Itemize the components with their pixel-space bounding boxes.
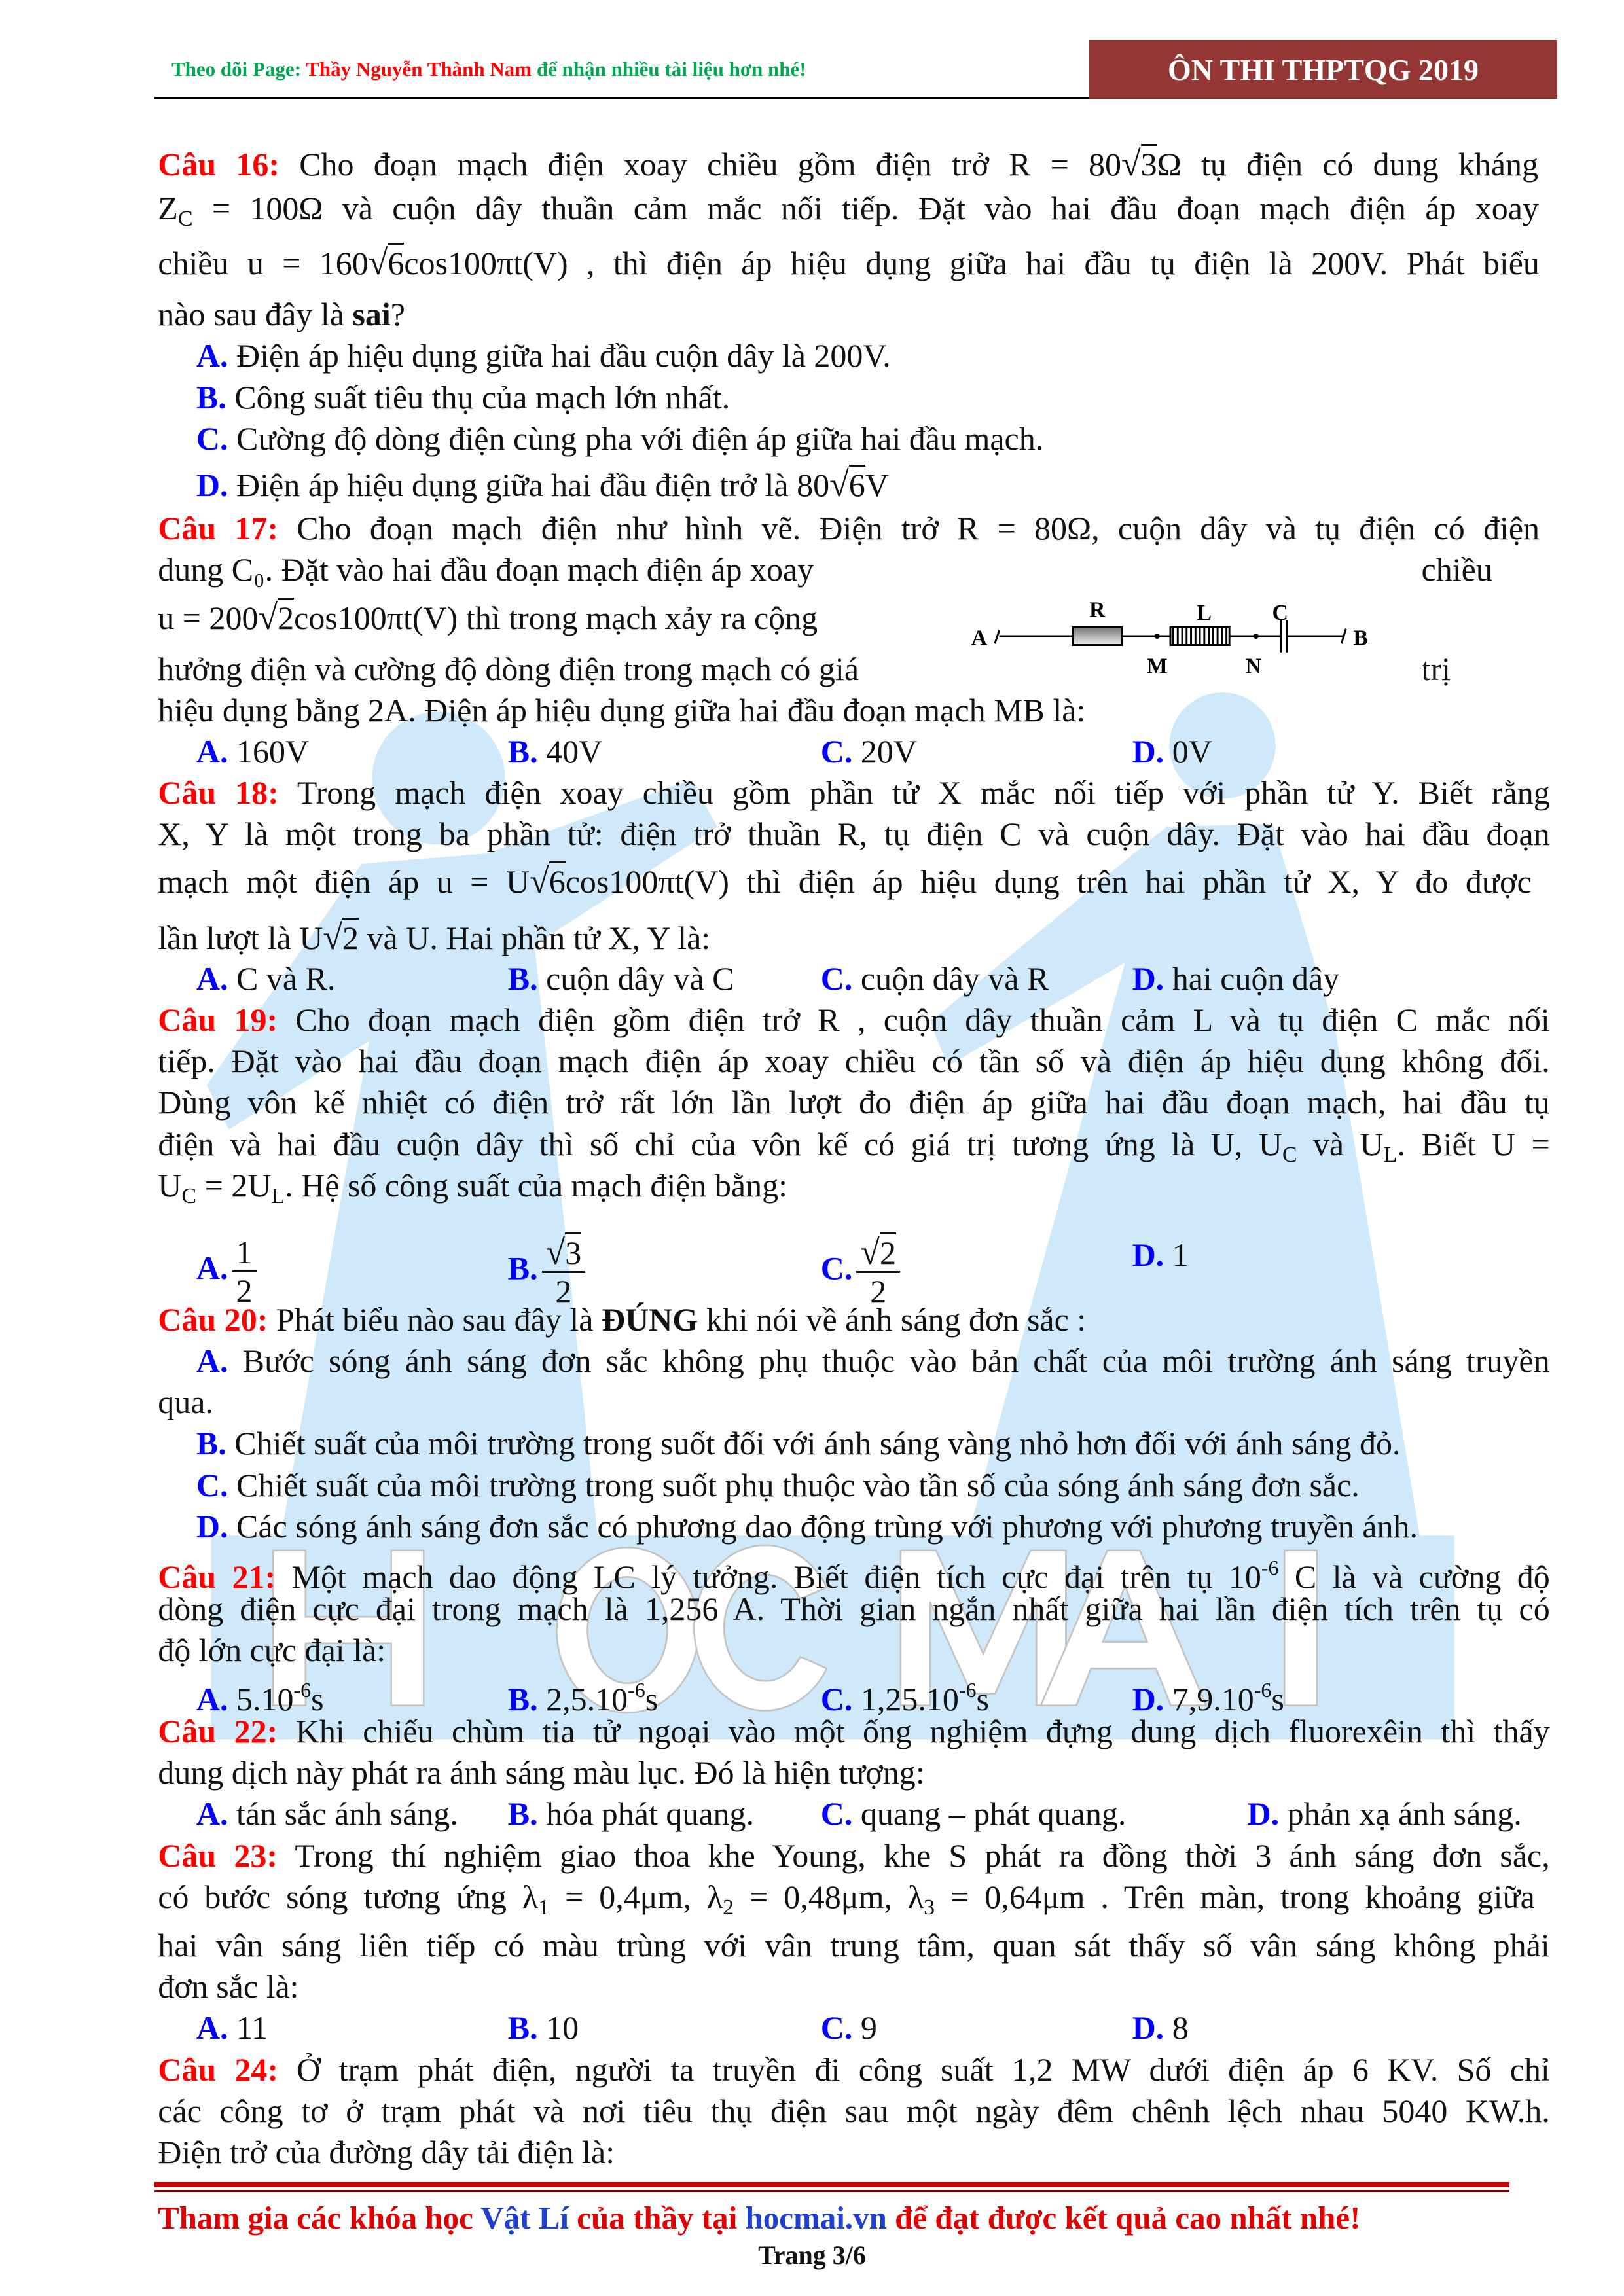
text-line — [158, 689, 1085, 731]
text-segment: đơn sắc là: — [158, 1968, 299, 2005]
denominator: 2 — [870, 1272, 887, 1310]
text-segment: lần lượt là U — [158, 919, 323, 956]
option-label: D. — [1247, 1795, 1280, 1833]
answer-option-d[interactable] — [1132, 958, 1340, 999]
text-line — [158, 2131, 615, 2173]
superscript: -6 — [628, 1677, 645, 1702]
text-segment: 7,9.10 — [1164, 1680, 1254, 1717]
answer-option-d[interactable] — [1132, 730, 1212, 772]
text-segment: chiều u = 160 — [158, 245, 369, 282]
header-divider — [154, 97, 1089, 99]
text-segment: . Hệ số công suất của mạch điện bằng: — [285, 1166, 787, 1204]
text-segment: Điện trở của đường dây tải điện là: — [158, 2133, 615, 2170]
answer-option-b[interactable] — [508, 730, 602, 772]
text-segment: 8 — [1164, 2009, 1189, 2047]
text-segment: khi nói về ánh sáng đơn sắc : — [698, 1300, 1087, 1338]
follow-prefix: Theo dõi Page: — [171, 58, 306, 81]
label-m: M — [1146, 654, 1168, 679]
node-m-dot — [1155, 634, 1160, 639]
footer-promo — [158, 2199, 1361, 2236]
text-segment: 5.10 — [228, 1680, 294, 1717]
footer-divider-thin — [154, 2190, 1509, 2192]
question-label: Câu 18: — [158, 774, 279, 811]
numerator — [856, 1234, 900, 1273]
option-label: A. — [196, 960, 228, 997]
page-number: Trang 3/6 — [758, 2240, 866, 2270]
square-root — [1121, 143, 1157, 185]
exam-banner — [1089, 40, 1557, 99]
text-segment: 1 — [1164, 1236, 1189, 1273]
option-label: D. — [196, 466, 228, 503]
text-segment: Dùng vôn kế nhiệt có điện trở rất lớn lần lượt đo điện áp giữa hai đầu đoạn mạch, hai đầu tụ — [158, 1084, 1550, 1121]
text-segment: 40V — [537, 732, 603, 770]
answer-option-a[interactable] — [196, 1793, 458, 1835]
radical-sign: √ — [323, 917, 343, 957]
text-segment: Cho đoạn mạch điện gồm điện trở R , cuộn dây thuần cảm L và tụ điện C mắc nối — [278, 1001, 1550, 1039]
answer-option-a[interactable] — [196, 730, 309, 772]
text-line — [158, 548, 1492, 590]
text-line — [158, 1876, 1535, 1929]
text-segment: Cho đoạn mạch điện xoay chiều gồm điện trở R = 80 — [280, 146, 1122, 183]
question-label: Câu 16: — [158, 146, 280, 183]
option-label: C. — [820, 960, 853, 997]
option-label: D. — [1132, 1236, 1164, 1273]
option-label: C. — [820, 732, 853, 770]
label-l: L — [1197, 601, 1212, 626]
follow-suffix: để nhận nhiều tài liệu hơn nhé! — [532, 58, 806, 81]
text-segment: và U — [1297, 1125, 1384, 1162]
text-segment: dòng điện cực đại trong mạch là 1,256 A. Thời gian ngắn nhất giữa hai lần điện tích trên tụ có — [158, 1590, 1550, 1627]
text-line — [158, 1040, 1549, 1082]
option-label: C. — [820, 1680, 853, 1717]
text-segment: dung dịch này phát ra ánh sáng màu lục. Đó là hiện tượng: — [158, 1754, 925, 1791]
text-segment: 11 — [228, 2009, 268, 2047]
text-line — [158, 1588, 1549, 1630]
question-label: Câu 23: — [158, 1837, 278, 1874]
subscript: L — [271, 1183, 285, 1208]
option-label: B. — [507, 2009, 538, 2047]
text-segment: Bước sóng ánh sáng đơn sắc không phụ thuộc vào bản chất của môi trường ánh sáng truyền — [228, 1342, 1550, 1380]
numerator — [542, 1234, 586, 1273]
radicand: 2 — [342, 918, 359, 956]
text-segment: Chiết suất của môi trường trong suốt đối với ánh sáng vàng nhỏ hơn đối với ánh sáng đỏ. — [226, 1425, 1401, 1462]
text-segment: có bước sóng tương ứng λ — [158, 1878, 539, 1915]
text-segment: cuộn dây và R — [852, 960, 1049, 997]
fraction — [232, 1234, 257, 1309]
text-segment: tiếp. Đặt vào hai đầu đoạn mạch điện áp xoay chiều có tần số và điện áp hiệu dụng không đổi. — [158, 1043, 1550, 1080]
circuit-diagram — [967, 590, 1380, 682]
text-segment: Trong thí nghiệm giao thoa khe Young, khe S phát ra đồng thời 3 ánh sáng đơn sắc, — [278, 1837, 1550, 1874]
text-line — [158, 143, 1538, 185]
radical-sign: √ — [860, 1232, 880, 1272]
label-c: C — [1272, 601, 1288, 626]
square-root — [829, 463, 865, 506]
footer-part1: Tham gia các khóa học — [158, 2200, 481, 2236]
text-line — [158, 242, 1540, 284]
option-label: C. — [820, 2009, 853, 2047]
label-r: R — [1089, 598, 1106, 622]
footer-site-link[interactable]: hocmai.vn — [745, 2200, 887, 2236]
text-line — [158, 1965, 298, 2007]
text-segment: Z — [158, 189, 178, 226]
answer-option-b[interactable] — [508, 958, 734, 999]
text-line — [158, 2090, 1549, 2132]
text-segment: 9 — [852, 2009, 877, 2047]
denominator: 2 — [555, 1272, 572, 1310]
square-root — [546, 1234, 582, 1271]
text-line — [196, 1422, 1401, 1464]
text-segment: = 100Ω và cuộn dây thuần cảm mắc nối tiếp. Đặt vào hai đầu đoạn mạch điện áp xoay — [192, 189, 1539, 226]
text-line — [158, 860, 1531, 903]
text-line — [196, 1505, 1418, 1547]
text-line — [158, 1381, 213, 1423]
text-line — [158, 293, 405, 335]
text-segment: Cho đoạn mạch điện như hình vẽ. Điện trở R = 80Ω, cuộn dây và tụ điện có điện — [278, 510, 1540, 547]
radicand: 6 — [388, 243, 404, 281]
option-label: A. — [196, 732, 228, 770]
square-root — [258, 596, 294, 639]
text-segment: s — [645, 1680, 659, 1717]
text-segment: phản xạ ánh sáng. — [1279, 1795, 1522, 1833]
text-segment: u = 200 — [158, 599, 259, 636]
resistor-symbol — [1073, 627, 1121, 645]
text-line — [158, 507, 1540, 549]
radicand: 3 — [1141, 144, 1157, 183]
option-label: B. — [507, 1795, 538, 1833]
radicand: 2 — [880, 1232, 896, 1271]
question-label: Câu 17: — [158, 510, 279, 547]
text-segment: Công suất tiêu thụ của mạch lớn nhất. — [226, 378, 731, 416]
text-line — [196, 463, 889, 506]
subscript: C — [177, 206, 193, 231]
text-segment: 0V — [1164, 732, 1212, 770]
radicand: 2 — [278, 598, 294, 636]
follow-page-notice — [171, 58, 806, 81]
answer-option-c[interactable] — [821, 2007, 877, 2049]
square-root — [530, 860, 566, 903]
option-label: B. — [507, 1680, 538, 1717]
text-segment: qua. — [158, 1384, 213, 1421]
text-segment: 20V — [852, 732, 917, 770]
text-line — [196, 334, 891, 376]
text-segment: nào sau đây là — [158, 296, 353, 333]
radical-sign: √ — [530, 861, 549, 901]
question-label: Câu 19: — [158, 1001, 278, 1039]
option-label: A. — [196, 1795, 228, 1833]
text-segment: Ở trạm phát điện, người ta truyền đi công suất 1,2 MW dưới điện áp 6 KV. Số chỉ — [278, 2051, 1550, 2088]
text-segment: . Biết U = — [1397, 1125, 1550, 1162]
text-segment: C và R. — [228, 960, 336, 997]
bold-text: sai — [352, 296, 391, 333]
label-b: B — [1353, 626, 1368, 651]
text-segment: Trong mạch điện xoay chiều gồm phần tử X mắc nối tiếp với phần tử Y. Biết rằng — [278, 774, 1550, 811]
text-segment: độ lớn cực đại là: — [158, 1632, 386, 1669]
text-line — [158, 999, 1549, 1041]
text-segment: s — [1271, 1680, 1284, 1717]
option-label: C. — [820, 1249, 853, 1287]
option-label: B. — [196, 378, 226, 416]
option-label: B. — [196, 1425, 226, 1462]
text-segment: = 2U — [196, 1166, 272, 1204]
option-label: B. — [507, 1249, 538, 1287]
answer-option-a[interactable] — [196, 2007, 268, 2049]
text-segment: Ω tụ điện có dung kháng — [1157, 146, 1539, 183]
radical-sign: √ — [1121, 144, 1141, 184]
text-segment: Các sóng ánh sáng đơn sắc có phương dao động trùng với phương với phương truyền ánh. — [228, 1507, 1418, 1545]
subscript: C — [181, 1183, 197, 1208]
text-segment: Phát biểu nào sau đây là — [268, 1300, 602, 1338]
text-line — [158, 813, 1549, 855]
text-segment: trị — [1421, 650, 1451, 687]
subscript: L — [1383, 1142, 1398, 1167]
text-segment: ? — [390, 296, 405, 333]
numerator: 1 — [232, 1234, 257, 1272]
option-label: C. — [196, 420, 228, 457]
subscript: 3 — [924, 1895, 935, 1920]
text-segment: s — [311, 1680, 324, 1717]
text-line — [158, 1924, 1549, 1966]
text-line — [158, 596, 818, 639]
option-label: D. — [1132, 732, 1164, 770]
option-label: B. — [507, 960, 538, 997]
text-segment: dung C₀. Đặt vào hai đầu đoạn mạch điện áp xoay — [158, 551, 814, 588]
radicand: 3 — [565, 1232, 581, 1271]
text-segment: C là và cường độ — [1278, 1558, 1550, 1595]
option-label: B. — [507, 732, 538, 770]
option-label: D. — [1132, 1680, 1164, 1717]
subscript: 2 — [723, 1895, 734, 1920]
superscript: -6 — [1254, 1677, 1272, 1702]
text-segment: chiều — [1421, 551, 1492, 588]
text-segment: cos100πt(V) thì điện áp hiệu dụng trên hai phần tử X, Y đo được — [565, 863, 1532, 901]
question-label: Câu 22: — [158, 1713, 278, 1750]
text-segment: 160V — [228, 732, 310, 770]
text-segment: = 0,48μm, λ — [734, 1878, 924, 1915]
text-segment: s — [976, 1680, 989, 1717]
footer-divider — [154, 2182, 1509, 2187]
answer-option-b[interactable] — [508, 1793, 754, 1835]
label-a: A — [971, 626, 988, 651]
text-segment: quang – phát quang. — [852, 1795, 1127, 1833]
question-label: Câu 21: — [158, 1558, 276, 1595]
text-line — [158, 1751, 924, 1793]
text-segment: = 0,4μm, λ — [549, 1878, 723, 1915]
label-n: N — [1245, 654, 1262, 679]
text-segment: Cường độ dòng điện cùng pha với điện áp giữa hai đầu mạch. — [228, 420, 1044, 457]
option-label: D. — [1132, 960, 1164, 997]
text-line — [158, 1710, 1549, 1752]
text-segment: Chiết suất của môi trường trong suốt phụ thuộc vào tần số của sóng ánh sáng đơn sắc. — [228, 1466, 1360, 1503]
radical-sign: √ — [545, 1232, 566, 1272]
superscript: -6 — [958, 1677, 977, 1702]
square-root — [369, 242, 405, 284]
text-segment: Khi chiếu chùm tia tử ngoại vào một ống nghiệm đựng dung dịch fluorexêin thì thấy — [278, 1713, 1550, 1750]
text-segment: 2,5.10 — [537, 1680, 628, 1717]
radical-sign: √ — [368, 243, 388, 283]
text-segment: 1,25.10 — [852, 1680, 959, 1717]
text-line — [196, 418, 1043, 459]
option-label: A. — [196, 1342, 228, 1380]
text-line — [196, 1340, 1550, 1382]
text-segment: các công tơ ở trạm phát và nơi tiêu thụ điện sau một ngày đêm chênh lệch nhau 5040 KW.h. — [158, 2092, 1550, 2129]
text-segment: U — [158, 1166, 182, 1204]
text-line — [196, 376, 730, 418]
text-line — [158, 1629, 386, 1671]
terminal-a-mark — [995, 630, 1000, 643]
text-line — [158, 187, 1539, 240]
teacher-name-link[interactable]: Thầy Nguyễn Thành Nam — [306, 58, 532, 81]
answer-option-a[interactable] — [196, 958, 336, 999]
subscript: 1 — [538, 1895, 550, 1920]
question-label: Câu 24: — [158, 2051, 279, 2088]
text-segment: hai vân sáng liên tiếp có màu trùng với vân trung tâm, quan sát thấy số vân sáng không phải — [158, 1927, 1550, 1964]
option-label: A. — [196, 2009, 228, 2047]
square-root — [860, 1234, 896, 1271]
radicand: 6 — [849, 465, 865, 503]
text-segment: và U. Hai phần tử X, Y là: — [359, 919, 711, 956]
text-segment: hưởng điện và cường độ dòng điện trong mạch có giá — [158, 650, 859, 687]
denominator: 2 — [236, 1272, 253, 1309]
text-segment: hai cuộn dây — [1164, 960, 1340, 997]
answer-option-a[interactable] — [196, 1234, 261, 1309]
text-line — [158, 916, 710, 959]
text-line — [158, 1164, 787, 1217]
subscript: C — [1282, 1142, 1297, 1167]
answer-option-c[interactable] — [821, 730, 917, 772]
text-segment: hóa phát quang. — [537, 1795, 755, 1833]
text-segment: cuộn dây và C — [537, 960, 734, 997]
footer-subject: Vật Lí — [480, 2200, 569, 2236]
option-label: C. — [196, 1466, 228, 1503]
text-segment: mạch một điện áp u = U — [158, 863, 530, 901]
text-line — [158, 772, 1549, 814]
exam-banner-text: ÔN THI THPTQG 2019 — [1167, 52, 1479, 86]
bold-text: ĐÚNG — [601, 1300, 698, 1338]
text-segment: cos100πt(V) , thì điện áp hiệu dụng giữa hai đầu tụ điện là 200V. Phát biểu — [404, 245, 1540, 282]
radical-sign: √ — [829, 464, 849, 504]
square-root — [323, 916, 359, 959]
answer-option-b[interactable] — [508, 2007, 579, 2049]
text-segment: Điện áp hiệu dụng giữa hai đầu cuộn dây là 200V. — [228, 337, 891, 374]
radical-sign: √ — [258, 597, 278, 637]
option-label: A. — [196, 337, 228, 374]
radicand: 6 — [549, 861, 566, 900]
text-line — [158, 1835, 1549, 1876]
text-segment: tán sắc ánh sáng. — [228, 1795, 458, 1833]
text-line — [158, 1081, 1549, 1123]
option-label: D. — [196, 1507, 228, 1545]
text-segment: = 0,64μm . Trên màn, trong khoảng giữa — [935, 1878, 1535, 1915]
answer-option-c[interactable] — [821, 1793, 1127, 1835]
footer-part3: để đạt được kết quả cao nhất nhé! — [886, 2200, 1361, 2236]
text-segment: cos100πt(V) thì trong mạch xảy ra cộng — [294, 599, 818, 636]
inductor-symbol — [1170, 627, 1229, 645]
option-label: A. — [196, 1249, 228, 1286]
superscript: -6 — [1261, 1555, 1279, 1579]
text-line — [158, 2049, 1549, 2090]
superscript: -6 — [293, 1677, 312, 1702]
question-label: Câu 20: — [158, 1300, 268, 1338]
text-segment: Điện áp hiệu dụng giữa hai đầu điện trở là 80 — [228, 466, 830, 503]
text-line — [158, 1299, 1086, 1340]
option-label: C. — [820, 1795, 853, 1833]
answer-option-c[interactable] — [821, 958, 1049, 999]
text-segment: hiệu dụng bằng 2A. Điện áp hiệu dụng giữa hai đầu đoạn mạch MB là: — [158, 691, 1086, 728]
text-line — [196, 1464, 1360, 1506]
node-n-dot — [1254, 634, 1259, 639]
text-segment: 10 — [537, 2009, 579, 2047]
footer-part2: của thầy tại — [568, 2200, 746, 2236]
answer-option-d[interactable] — [1247, 1793, 1521, 1835]
text-segment: X, Y là một trong ba phần tử: điện trở thuần R, tụ điện C và cuộn dây. Đặt vào hai đầu đoạn — [158, 816, 1550, 853]
answer-option-d[interactable] — [1132, 2007, 1189, 2049]
text-segment: Một mạch dao động LC lý tưởng. Biết điện tích cực đại trên tụ 10 — [276, 1558, 1261, 1595]
text-segment: điện và hai đầu cuộn dây thì số chỉ của vôn kế có giá trị tương ứng là U, U — [158, 1125, 1282, 1162]
text-line — [158, 648, 1451, 690]
option-label: D. — [1132, 2009, 1164, 2047]
answer-option-d[interactable] — [1132, 1234, 1189, 1276]
option-label: A. — [196, 1680, 228, 1717]
text-segment: V — [865, 466, 889, 503]
